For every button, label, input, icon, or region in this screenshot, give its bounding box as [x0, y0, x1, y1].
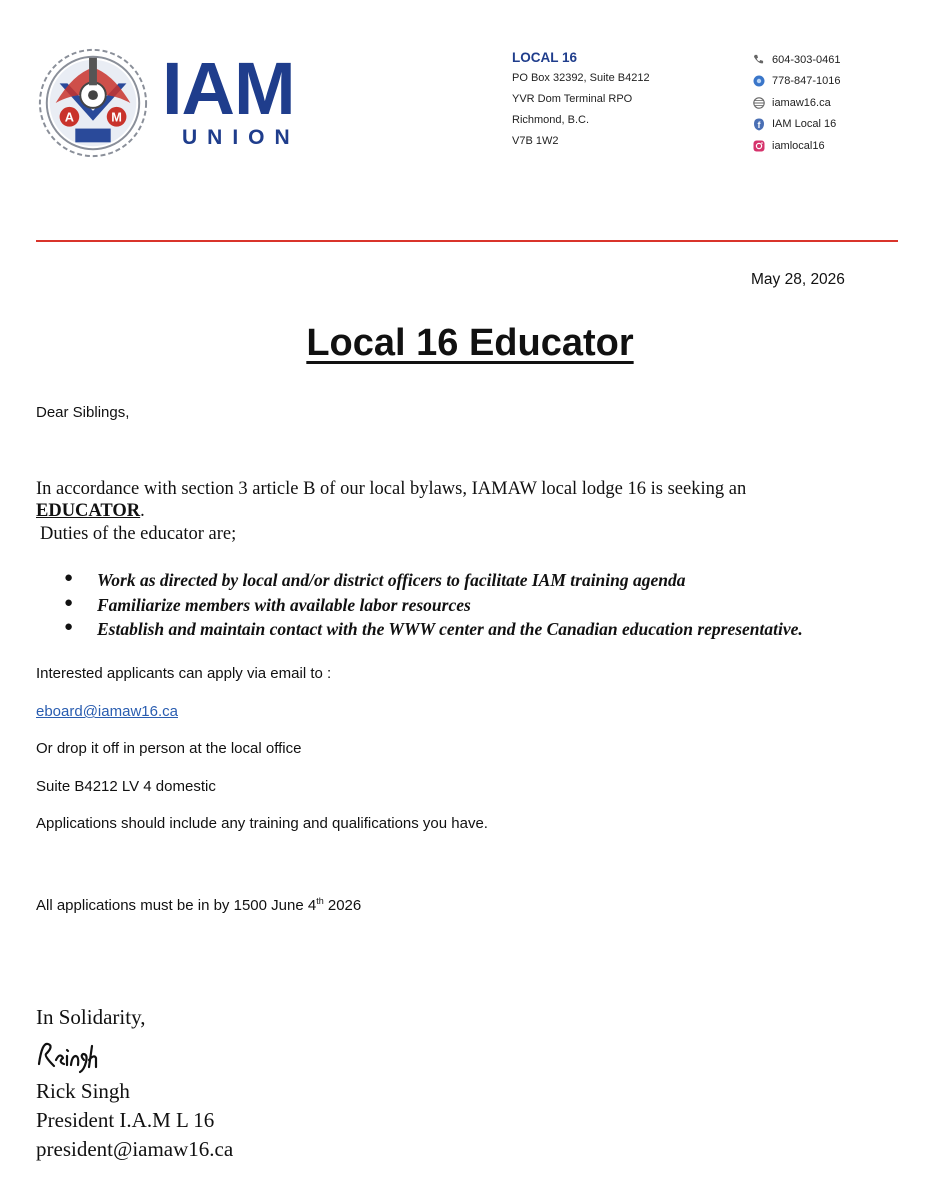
- address-line: Richmond, B.C.: [512, 114, 590, 126]
- deadline-text: [36, 896, 361, 914]
- intro-period: .: [140, 501, 145, 521]
- header-divider: [36, 240, 898, 242]
- address-block: [512, 48, 650, 152]
- salutation: Dear Siblings,: [36, 404, 130, 421]
- svg-text:f: f: [757, 119, 760, 130]
- contact-text: 778-847-1016: [772, 75, 841, 88]
- drop-off-text: Or drop it off in person at the local office: [36, 740, 302, 757]
- duties-heading: Duties of the educator are;: [40, 524, 237, 544]
- brand-iam: IAM: [162, 47, 295, 130]
- facebook-icon: [752, 118, 765, 131]
- apply-instructions: Interested applicants can apply via email to :: [36, 665, 332, 682]
- deadline-sup: th: [316, 896, 324, 906]
- emblem-letter-m: M: [111, 109, 122, 125]
- signer-email: president@iamaw16.ca: [36, 1137, 234, 1161]
- closing: In Solidarity,: [36, 1005, 146, 1029]
- signer-block: [36, 1077, 233, 1164]
- mobile-icon: [752, 75, 765, 88]
- list-item: [62, 619, 803, 644]
- phone-icon: [752, 53, 765, 66]
- local-name: LOCAL 16: [512, 50, 578, 65]
- intro-emphasis: EDUCATOR: [36, 501, 141, 521]
- contact-text: IAM Local 16: [772, 118, 837, 131]
- deadline-suffix: 2026: [323, 897, 362, 914]
- contact-text: iamlocal16: [772, 139, 825, 152]
- contact-mobile: [752, 71, 841, 93]
- bullet-icon: ●: [64, 619, 74, 635]
- list-item: [62, 595, 803, 620]
- duty-text: Establish and maintain contact with the WWW center and the Canadian education representative.: [97, 619, 803, 639]
- iam-emblem-logo: [34, 44, 152, 162]
- apply-email-link[interactable]: eboard@iamaw16.ca: [36, 703, 178, 720]
- instagram-icon: [752, 139, 765, 152]
- intro-text: In accordance with section 3 article B of our local bylaws, IAMAW local lodge 16 is seeking an: [36, 479, 747, 499]
- contact-text: 604-303-0461: [772, 53, 841, 66]
- letter-date: May 28, 2026: [751, 271, 845, 288]
- deadline-prefix: All applications must be in by 1500 June 4: [36, 897, 317, 914]
- address-line: PO Box 32392, Suite B4212: [512, 72, 650, 84]
- signer-name: Rick Singh: [36, 1079, 130, 1103]
- signer-role: President I.A.M L 16: [36, 1108, 215, 1132]
- contact-phone: [752, 49, 841, 71]
- contact-text: iamaw16.ca: [772, 96, 831, 109]
- bullet-icon: ●: [64, 570, 74, 586]
- list-item: [62, 570, 803, 595]
- duty-text: Work as directed by local and/or district officers to facilitate IAM training agenda: [97, 570, 686, 590]
- emblem-letter-a: A: [64, 109, 75, 125]
- signature: [36, 1034, 102, 1074]
- office-location: Suite B4212 LV 4 domestic: [36, 778, 216, 795]
- applications-note: Applications should include any training and qualifications you have.: [36, 815, 488, 832]
- address-line: YVR Dom Terminal RPO: [512, 93, 633, 105]
- page-title: Local 16 Educator: [306, 322, 634, 364]
- bullet-icon: ●: [64, 594, 74, 611]
- contact-instagram[interactable]: [752, 135, 841, 157]
- duties-list: [62, 570, 803, 644]
- intro-paragraph: [36, 478, 876, 522]
- brand-union: UNION: [182, 126, 300, 149]
- contact-website[interactable]: [752, 92, 841, 114]
- contact-facebook[interactable]: [752, 114, 841, 136]
- globe-icon: [752, 96, 765, 109]
- duty-text: Familiarize members with available labor resources: [97, 594, 471, 615]
- address-line: V7B 1W2: [512, 135, 559, 147]
- contact-list: [752, 49, 841, 157]
